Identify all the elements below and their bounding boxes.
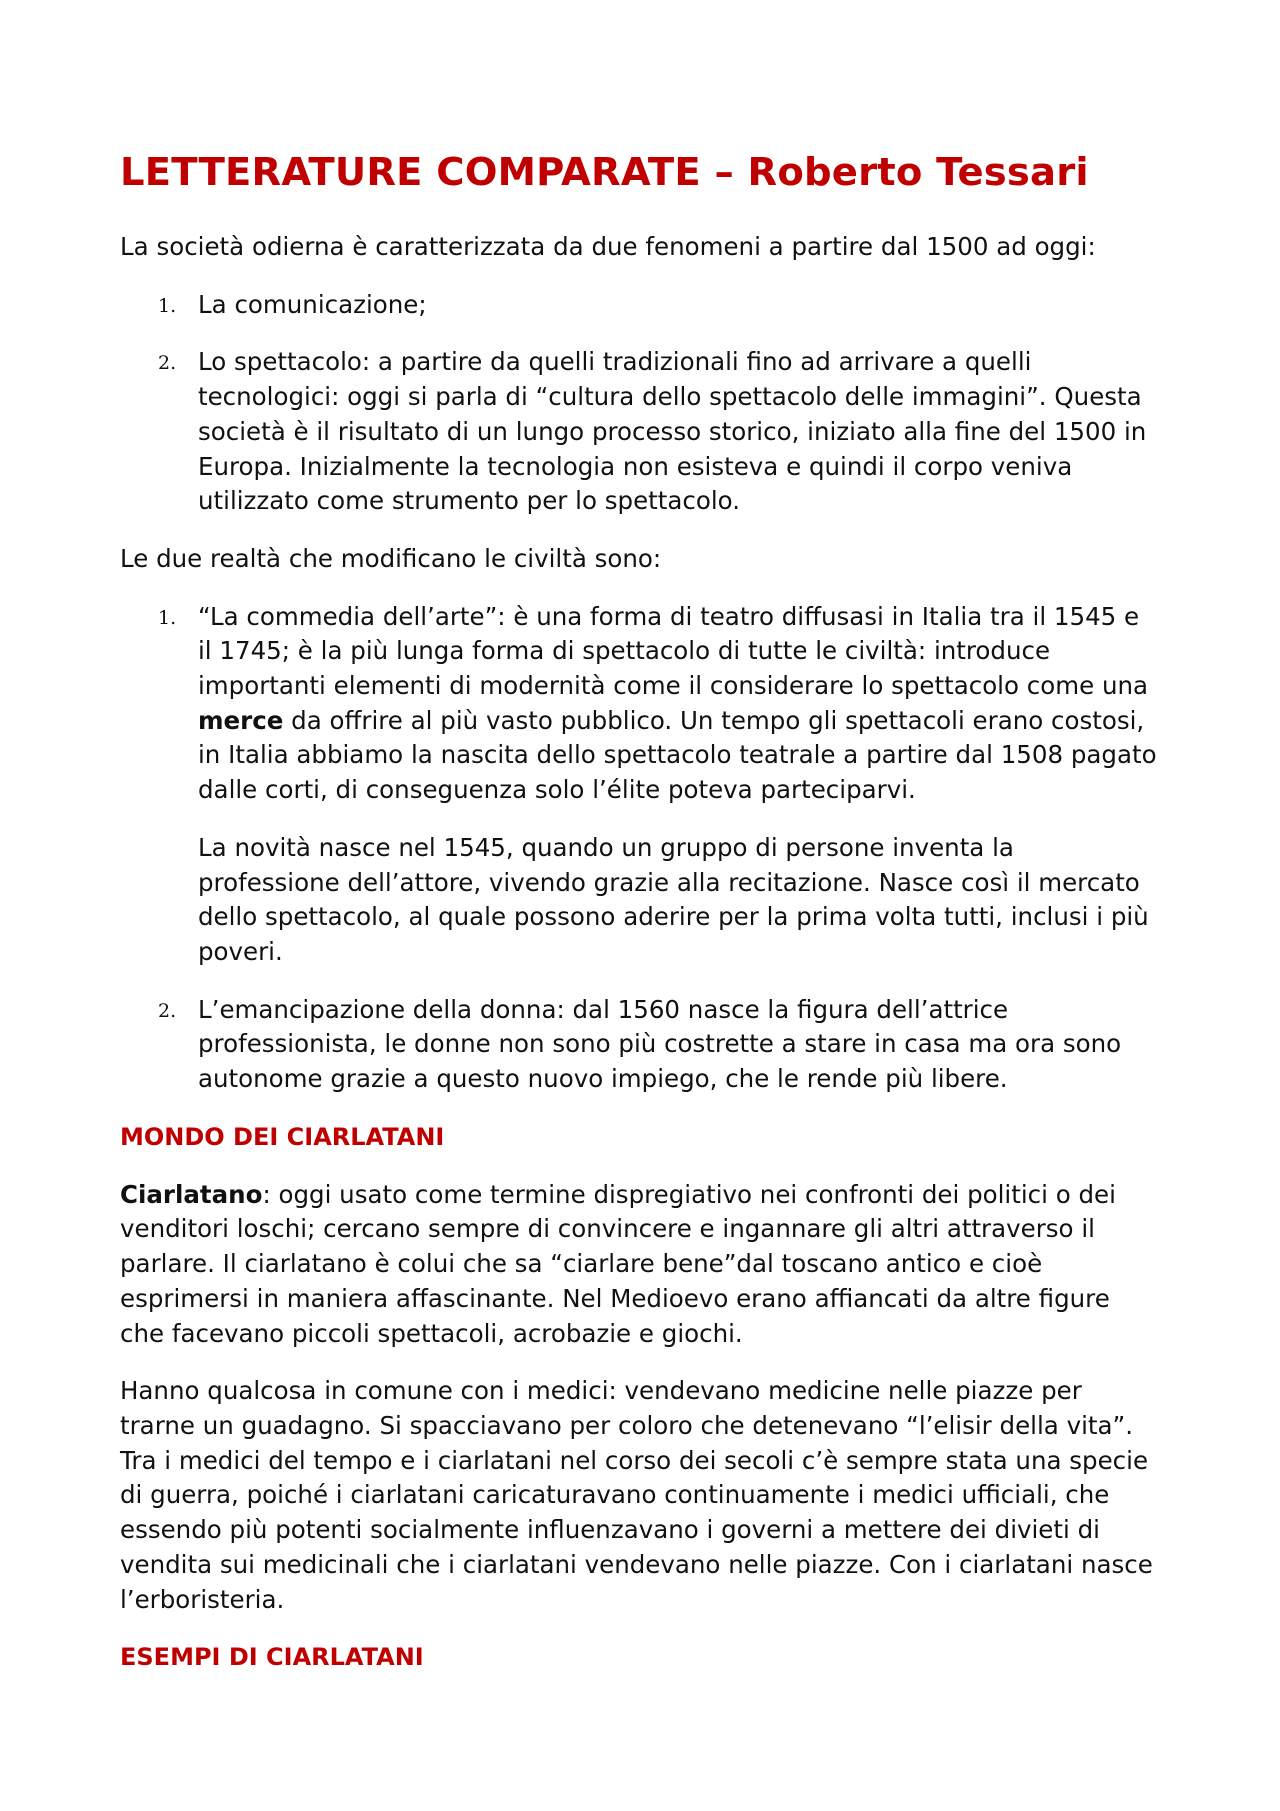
ciarlatano-definition-paragraph: [120, 1178, 1160, 1352]
section-heading-ciarlatani: MONDO DEI CIARLATANI: [120, 1122, 445, 1151]
list-item-paragraph: [198, 600, 1160, 808]
medici-paragraph: Hanno qualcosa in comune con i medici: vendevano medicine nelle piazze per trarne un guadagno. Si spacciavano per coloro che detenevano “l’elisir della vita”. Tra i medici del tempo e i ciarlatani nel corso dei secoli c’è sempre stata una specie di guerra, poiché i ciarlatani caricaturavano continuamente i medici ufficiali, che essendo più potenti socialmente influenzavano i governi a mettere dei divieti di vendita sui medicinali che i ciarlatani vendevano nelle piazze. Con i ciarlatani nasce l’erboristeria.: [120, 1376, 1153, 1614]
list-item-text: Lo spettacolo: a partire da quelli tradizionali fino ad arrivare a quelli tecnologici: oggi si parla di “cultura dello spettacolo delle immagini”. Questa società è il risultato di un lungo processo storico, iniziato alla fine del 1500 in Europa. Inizialmente la tecnologia non esisteva e quindi il corpo veniva utilizzato come strumento per lo spettacolo.: [198, 347, 1147, 516]
list-number: 1.: [158, 294, 177, 317]
section-heading-esempi: ESEMPI DI CIARLATANI: [120, 1643, 424, 1672]
realta-intro-paragraph: Le due realtà che modificano le civiltà sono:: [120, 543, 662, 573]
text-segment: : oggi usato come termine dispregiativo nei confronti dei politici o dei venditori loschi; cercano sempre di convincere e ingannare gli altri attraverso il parlare. Il ciarlatano è colui che sa “ciarlare bene”dal toscano antico e cioè esprimersi in maniera affascinante. Nel Medioevo erano affiancati da altre figure che facevano piccoli spettacoli, acrobazie e giochi.: [120, 1179, 1116, 1348]
intro-paragraph: La società odierna è caratterizzata da due fenomeni a partire dal 1500 ad oggi:: [120, 232, 1096, 261]
realta-list: [120, 600, 1160, 1097]
list-number: 2.: [158, 999, 177, 1022]
text-segment: da offrire al più vasto pubblico. Un tempo gli spettacoli erano costosi, in Italia abbiamo la nascita dello spettacolo teatrale a partire dal 1508 pagato dalle corti, di conseguenza solo l’élite poteva parteciparvi.: [198, 705, 1157, 805]
bold-term-ciarlatano: Ciarlatano: [120, 1179, 263, 1209]
list-number: 1.: [158, 606, 177, 629]
list-item-paragraph: La novità nasce nel 1545, quando un gruppo di persone inventa la professione dell’attore, vivendo grazie alla recitazione. Nasce così il mercato dello spettacolo, al quale possono aderire per la prima volta tutti, inclusi i più poveri.: [198, 832, 1149, 966]
list-item: [158, 993, 1160, 1097]
list-item-text: L’emancipazione della donna: dal 1560 nasce la figura dell’attrice professionista, le donne non sono più costrette a stare in casa ma ora sono autonome grazie a questo nuovo impiego, che le rende più libere.: [198, 994, 1122, 1094]
list-item: [158, 345, 1160, 519]
phenomena-list: [120, 288, 1160, 519]
document-title: LETTERATURE COMPARATE – Roberto Tessari: [120, 150, 1089, 195]
text-segment: “La commedia dell’arte”: è una forma di teatro diffusasi in Italia tra il 1545 e il 1745; è la più lunga forma di spettacolo di tutte le civiltà: introduce importanti elementi di modernità come il considerare lo spettacolo come una: [198, 601, 1149, 701]
list-number: 2.: [158, 352, 177, 375]
list-item-text: La comunicazione;: [198, 289, 427, 319]
list-item: [158, 600, 1160, 970]
bold-term-merce: merce: [198, 705, 284, 735]
list-item: [158, 288, 1160, 323]
